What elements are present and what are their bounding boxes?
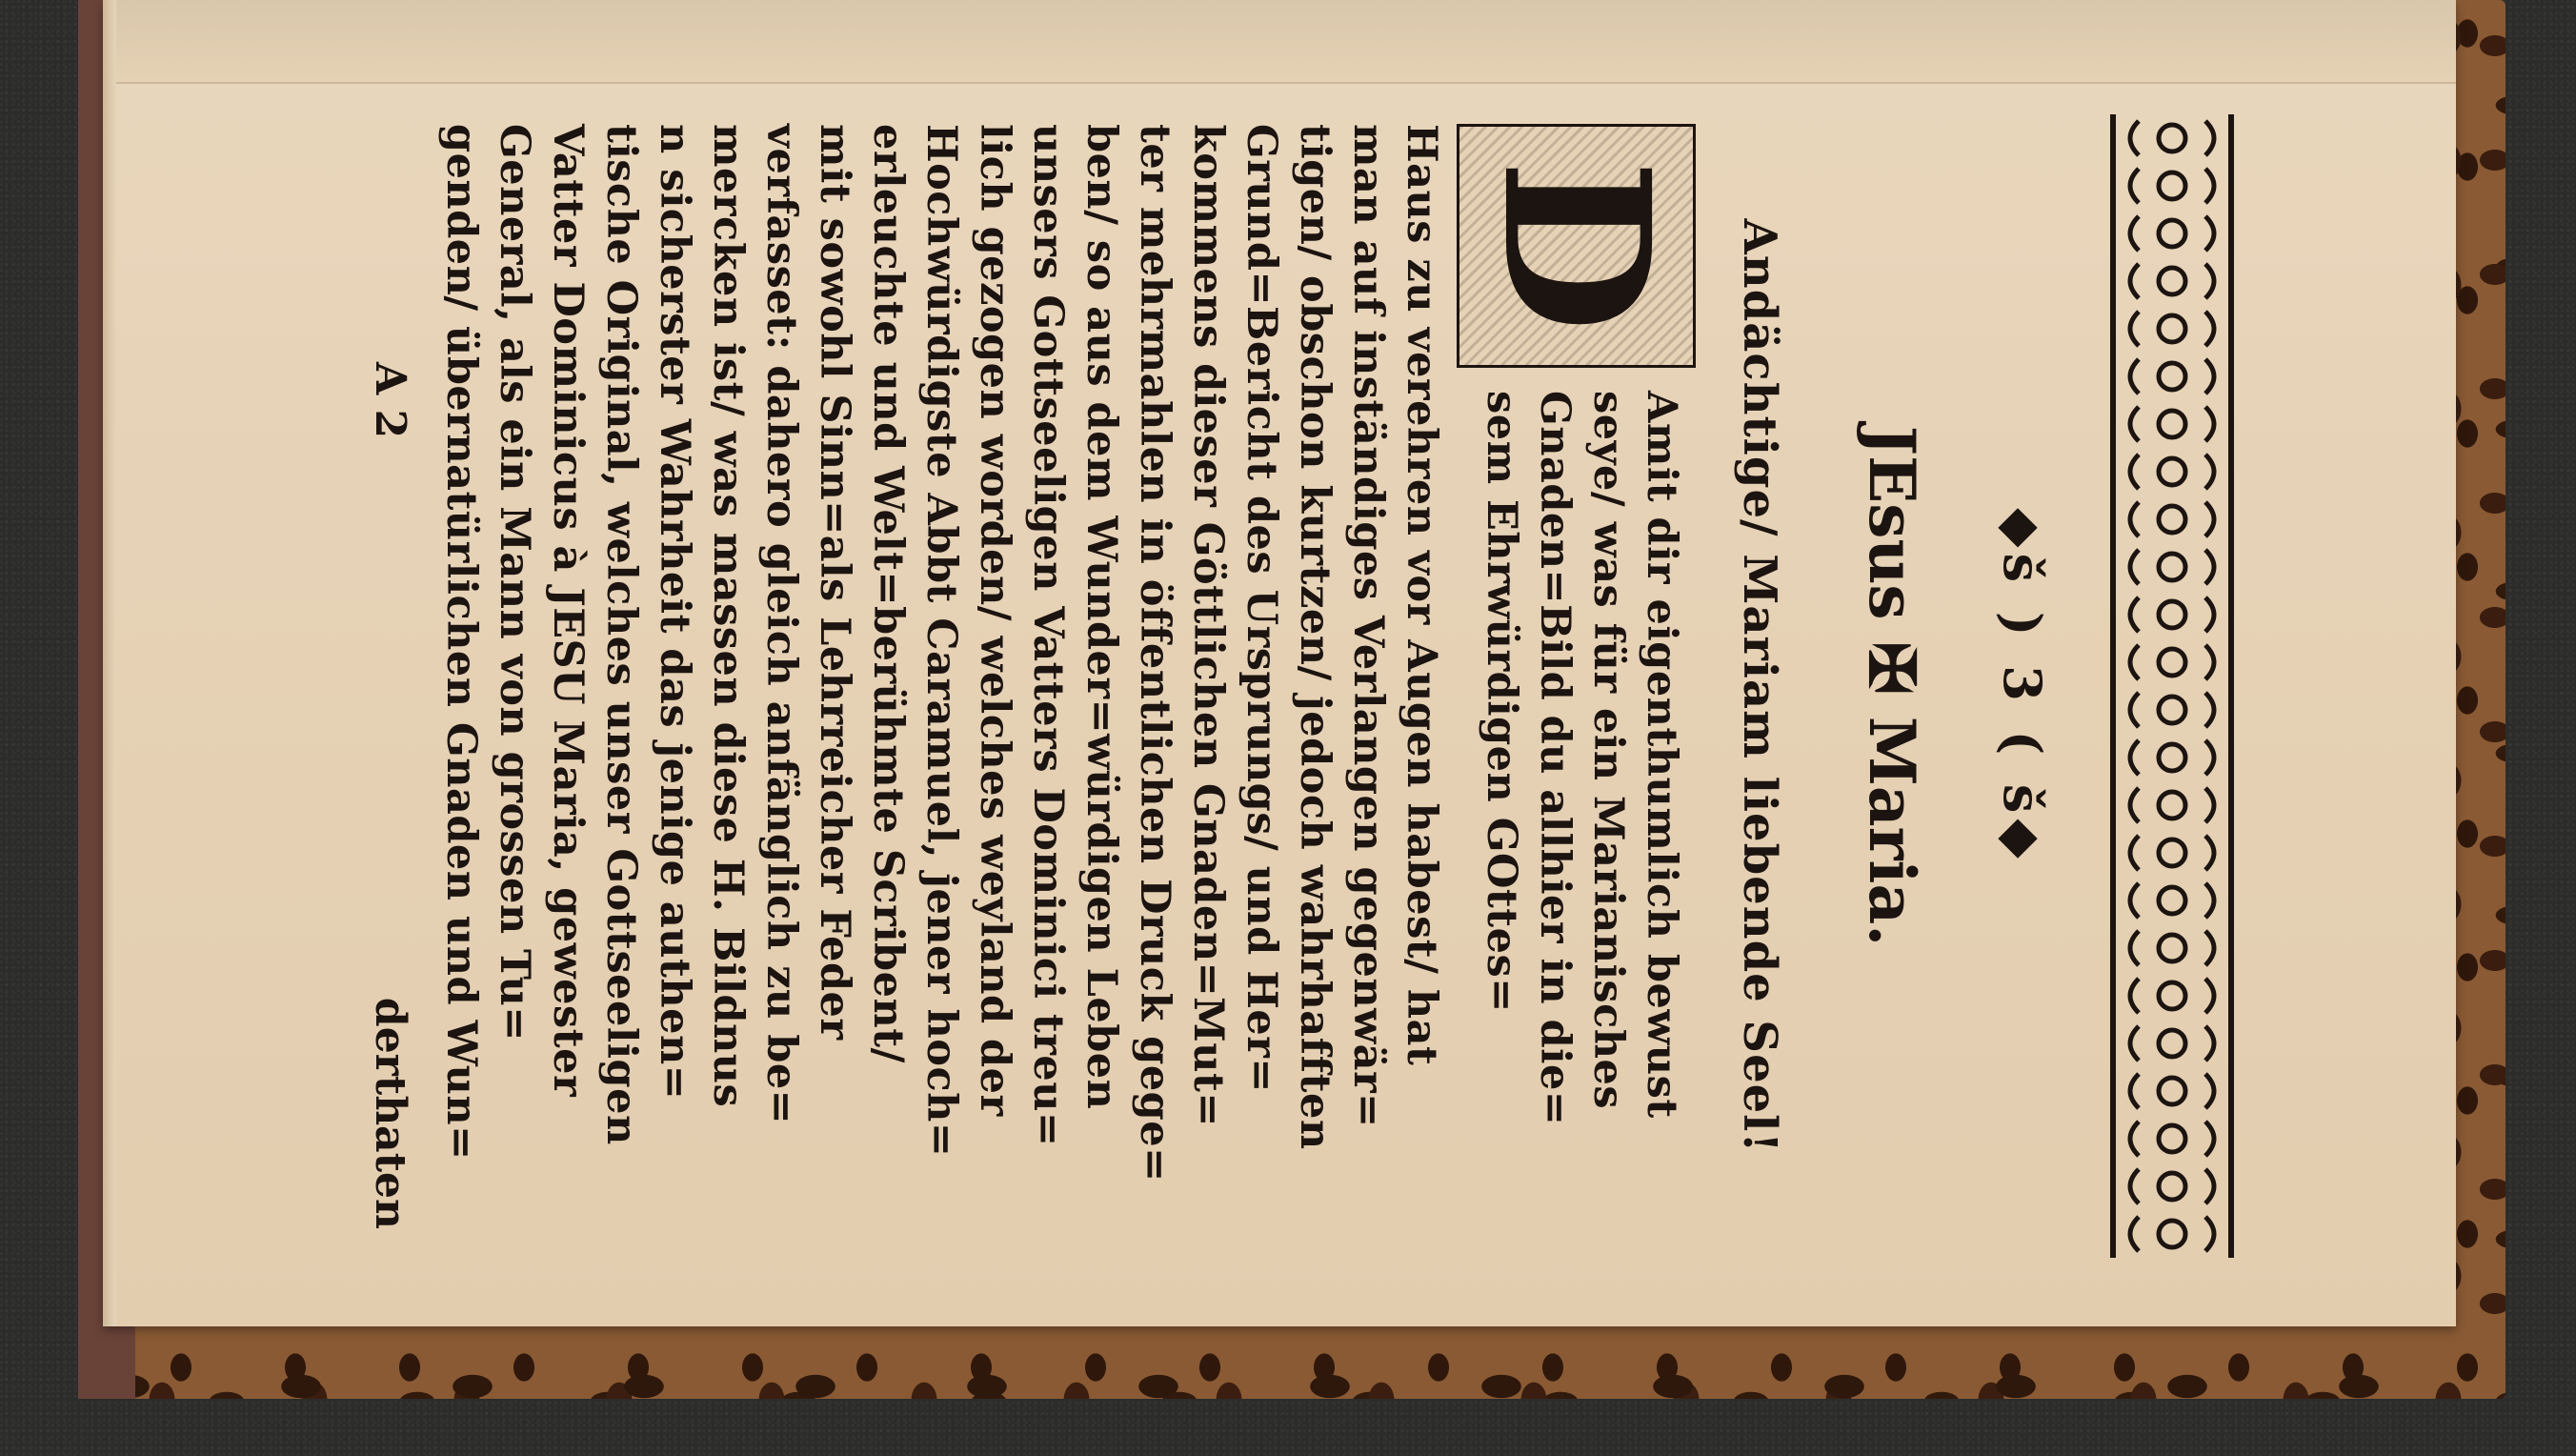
ornament-rosette xyxy=(2159,839,2185,866)
catchword: derthaten xyxy=(366,997,414,1229)
ornament-rosette xyxy=(2159,1221,2185,1247)
ornament-rosette xyxy=(2159,172,2185,199)
ornament-rosette xyxy=(2159,982,2185,1009)
decorated-initial xyxy=(1457,124,1696,368)
ornament-rosette xyxy=(2159,792,2185,819)
ornament-rosette xyxy=(2159,887,2185,914)
page-title: JEsus ✠ Maria. xyxy=(1855,425,1929,947)
ornament-rosette xyxy=(2159,125,2185,152)
text-line: Haus zu verehren vor Augen habest/ hat xyxy=(1398,124,1445,1066)
ornament-rosette xyxy=(2159,506,2185,533)
text-line: tigen/ obschon kurtzen/ jedoch wahrhafften xyxy=(1291,124,1338,1150)
ornament-rosette xyxy=(2159,1078,2185,1104)
text-line: mit sowohl Sinn=als Lehrreicher Feder xyxy=(811,124,858,1041)
ornament-rosette xyxy=(2159,935,2185,961)
text-line: mercken ist/ was massen diese H. Bildnus xyxy=(704,124,752,1108)
text-line: genden/ übernatürlichen Gnaden und Wun= xyxy=(437,124,485,1161)
ornament-rosette xyxy=(2159,268,2185,294)
text-line: erleuchte und Welt=berühmte Scribent/ xyxy=(864,124,912,1063)
ornament-rosette xyxy=(2159,744,2185,771)
text-line: lich gezogen worden/ welches weyland der xyxy=(971,124,1018,1117)
text-line: Vatter Dominicus à JESU Maria, gewester xyxy=(544,124,592,1098)
signature-mark: A 2 xyxy=(366,362,414,439)
text-line: ben/ so aus dem Wunder=würdigen Leben xyxy=(1077,124,1125,1110)
text-line: n sicherster Wahrheit das jenige authen= xyxy=(651,124,698,1101)
ornament-rosette xyxy=(2159,1173,2185,1200)
ornament-rosette xyxy=(2159,220,2185,247)
salutation: Andächtige/ Mariam liebende Seel! xyxy=(1733,218,1786,1154)
ornament-rosette xyxy=(2159,1125,2185,1152)
ornament-rosette xyxy=(2159,411,2185,437)
ornament-rosette xyxy=(2159,649,2185,676)
ornament-rosette xyxy=(2159,697,2185,723)
ornament-rosette xyxy=(2159,315,2185,342)
text-line: Hochwürdigste Abbt Caramuel, jener hoch= xyxy=(917,124,965,1158)
text-line: ter mehrmahlen in öffentlichen Druck gege= xyxy=(1131,124,1178,1183)
printed-page-content xyxy=(195,114,2244,1258)
text-line: Grund=Bericht des Ursprungs/ und Her= xyxy=(1238,124,1285,1093)
text-line: Amit dir eigenthumlich bewust xyxy=(1638,391,1685,1119)
page-edge xyxy=(103,0,116,1326)
text-line: seye/ was für ein Marianisches xyxy=(1584,391,1632,1110)
ornament-rosette xyxy=(2159,1030,2185,1057)
text-line: kommens dieser Göttlichen Gnaden=Mut= xyxy=(1184,124,1232,1127)
text-line: sem Ehrwürdigen GOttes= xyxy=(1478,391,1525,1013)
text-line: man auf inständiges Verlangen gegenwär= xyxy=(1344,124,1392,1128)
text-line: unsers Gottseeligen Vatters Dominici treu= xyxy=(1024,124,1072,1147)
text-line: verfasset: dahero gleich anfänglich zu be= xyxy=(757,124,805,1125)
ornament-rosette xyxy=(2159,458,2185,485)
initial-letter: D xyxy=(1459,158,1695,334)
ornament-band xyxy=(2101,114,2244,1258)
ornament-rosette xyxy=(2159,554,2185,580)
text-line: Gnaden=Bild du allhier in die= xyxy=(1531,391,1579,1126)
ornament-rosette xyxy=(2159,601,2185,628)
page-fold xyxy=(103,0,2456,84)
text-line: tische Original, welches unser Gottseeligen xyxy=(597,124,645,1145)
page-number: ◆š ) 3 ( š◆ xyxy=(1992,508,2053,864)
ornament-rosette xyxy=(2159,363,2185,390)
text-line: General, als ein Mann von grossen Tu= xyxy=(491,124,538,1041)
